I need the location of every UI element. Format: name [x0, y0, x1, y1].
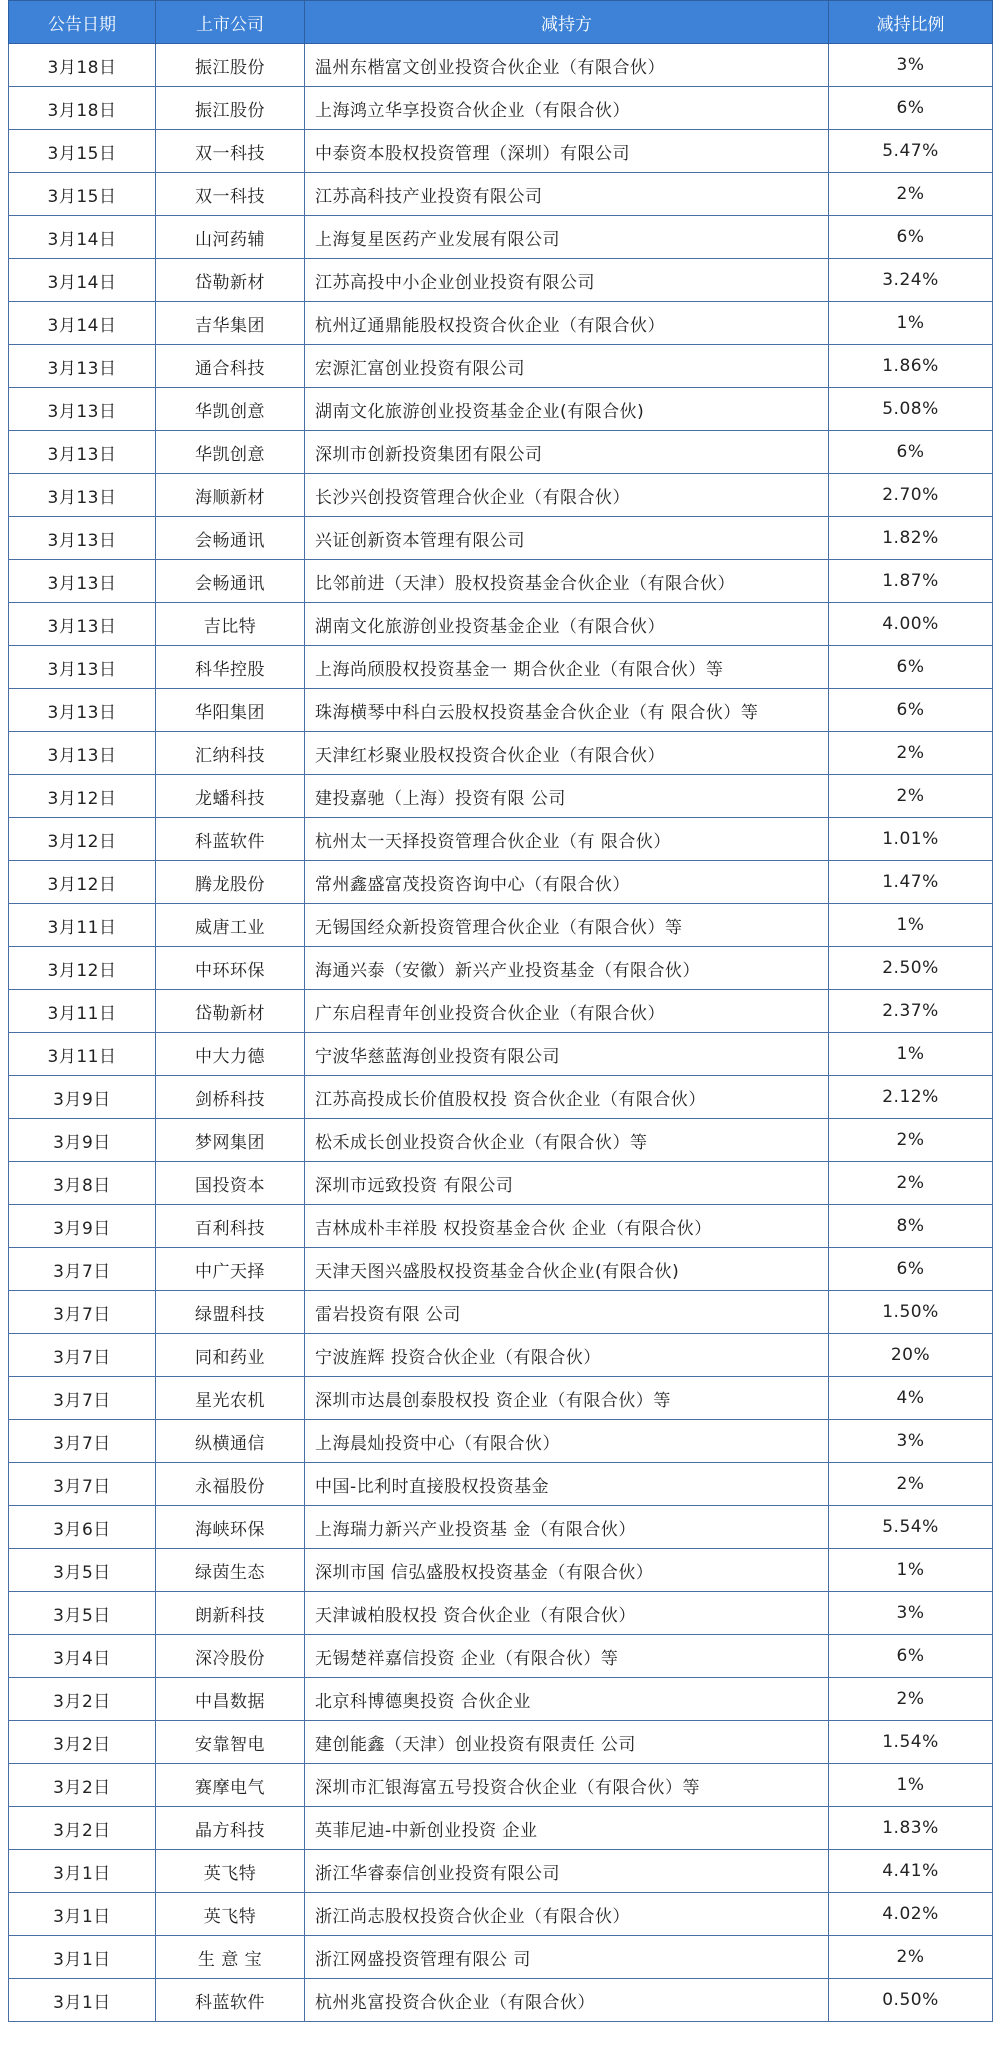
- reduction-ratio-cell: 2%: [829, 1162, 993, 1205]
- table-row: [9, 302, 993, 345]
- reducing-party-cell: 雷岩投资有限 公司: [305, 1291, 829, 1334]
- listed-company-cell: 剑桥科技: [156, 1076, 305, 1119]
- listed-company-cell: 华凯创意: [156, 431, 305, 474]
- reduction-ratio-cell: 5.54%: [829, 1506, 993, 1549]
- table-row: [9, 732, 993, 775]
- listed-company-cell: 国投资本: [156, 1162, 305, 1205]
- table-row: [9, 1592, 993, 1635]
- listed-company-cell: 振江股份: [156, 44, 305, 87]
- listed-company-cell: 科蓝软件: [156, 1979, 305, 2022]
- listed-company-cell: 双一科技: [156, 173, 305, 216]
- reduction-ratio-cell: 6%: [829, 1248, 993, 1291]
- announcement-date-cell: 3月1日: [9, 1936, 156, 1979]
- listed-company-cell: 中广天择: [156, 1248, 305, 1291]
- header-reduction-ratio: 减持比例: [829, 1, 993, 44]
- listed-company-cell: 振江股份: [156, 87, 305, 130]
- table-row: [9, 1979, 993, 2022]
- reducing-party-cell: 比邻前进（天津）股权投资基金合伙企业（有限合伙）: [305, 560, 829, 603]
- reduction-ratio-cell: 1.47%: [829, 861, 993, 904]
- reducing-party-cell: 江苏高投成长价值股权投 资合伙企业（有限合伙）: [305, 1076, 829, 1119]
- announcement-date-cell: 3月8日: [9, 1162, 156, 1205]
- reduction-ratio-cell: 1.50%: [829, 1291, 993, 1334]
- table-row: [9, 1764, 993, 1807]
- table-row: [9, 1506, 993, 1549]
- announcement-date-cell: 3月7日: [9, 1420, 156, 1463]
- reducing-party-cell: 珠海横琴中科白云股权投资基金合伙企业（有 限合伙）等: [305, 689, 829, 732]
- reduction-ratio-cell: 1.82%: [829, 517, 993, 560]
- listed-company-cell: 海峡环保: [156, 1506, 305, 1549]
- reduction-ratio-cell: 2%: [829, 732, 993, 775]
- listed-company-cell: 安靠智电: [156, 1721, 305, 1764]
- listed-company-cell: 永福股份: [156, 1463, 305, 1506]
- announcement-date-cell: 3月6日: [9, 1506, 156, 1549]
- announcement-date-cell: 3月9日: [9, 1205, 156, 1248]
- reducing-party-cell: 常州鑫盛富茂投资咨询中心（有限合伙）: [305, 861, 829, 904]
- reducing-party-cell: 浙江尚志股权投资合伙企业（有限合伙）: [305, 1893, 829, 1936]
- announcement-date-cell: 3月14日: [9, 216, 156, 259]
- announcement-date-cell: 3月13日: [9, 431, 156, 474]
- table-row: [9, 1635, 993, 1678]
- listed-company-cell: 威唐工业: [156, 904, 305, 947]
- reduction-ratio-cell: 2%: [829, 1936, 993, 1979]
- announcement-date-cell: 3月14日: [9, 259, 156, 302]
- listed-company-cell: 通合科技: [156, 345, 305, 388]
- reduction-ratio-cell: 1%: [829, 1764, 993, 1807]
- announcement-date-cell: 3月7日: [9, 1334, 156, 1377]
- reduction-ratio-cell: 1%: [829, 302, 993, 345]
- table-row: [9, 775, 993, 818]
- reduction-ratio-cell: 6%: [829, 1635, 993, 1678]
- reduction-ratio-cell: 2.70%: [829, 474, 993, 517]
- listed-company-cell: 岱勒新材: [156, 259, 305, 302]
- reduction-ratio-cell: 3%: [829, 1592, 993, 1635]
- reducing-party-cell: 建创能鑫（天津）创业投资有限责任 公司: [305, 1721, 829, 1764]
- table-row: [9, 560, 993, 603]
- reducing-party-cell: 上海瑞力新兴产业投资基 金（有限合伙）: [305, 1506, 829, 1549]
- reducing-party-cell: 天津红杉聚业股权投资合伙企业（有限合伙）: [305, 732, 829, 775]
- table-row: [9, 130, 993, 173]
- table-row: [9, 646, 993, 689]
- reduction-ratio-cell: 6%: [829, 689, 993, 732]
- reducing-party-cell: 天津天图兴盛股权投资基金合伙企业(有限合伙): [305, 1248, 829, 1291]
- reduction-ratio-cell: 1.86%: [829, 345, 993, 388]
- table-row: [9, 947, 993, 990]
- header-row: [9, 1, 993, 44]
- reducing-party-cell: 建投嘉驰（上海）投资有限 公司: [305, 775, 829, 818]
- reducing-party-cell: 中国-比利时直接股权投资基金: [305, 1463, 829, 1506]
- announcement-date-cell: 3月13日: [9, 345, 156, 388]
- announcement-date-cell: 3月1日: [9, 1850, 156, 1893]
- announcement-date-cell: 3月13日: [9, 732, 156, 775]
- table-row: [9, 1076, 993, 1119]
- table-row: [9, 87, 993, 130]
- reducing-party-cell: 湖南文化旅游创业投资基金企业（有限合伙）: [305, 603, 829, 646]
- announcement-date-cell: 3月11日: [9, 904, 156, 947]
- reduction-ratio-cell: 6%: [829, 87, 993, 130]
- reduction-ratio-cell: 8%: [829, 1205, 993, 1248]
- reducing-party-cell: 浙江网盛投资管理有限公 司: [305, 1936, 829, 1979]
- reduction-ratio-cell: 1%: [829, 904, 993, 947]
- reduction-ratio-cell: 6%: [829, 431, 993, 474]
- listed-company-cell: 华凯创意: [156, 388, 305, 431]
- reducing-party-cell: 广东启程青年创业投资合伙企业（有限合伙）: [305, 990, 829, 1033]
- listed-company-cell: 会畅通讯: [156, 560, 305, 603]
- announcement-date-cell: 3月1日: [9, 1893, 156, 1936]
- listed-company-cell: 绿盟科技: [156, 1291, 305, 1334]
- reduction-ratio-cell: 2%: [829, 1463, 993, 1506]
- listed-company-cell: 同和药业: [156, 1334, 305, 1377]
- announcement-date-cell: 3月12日: [9, 775, 156, 818]
- reduction-ratio-cell: 3%: [829, 1420, 993, 1463]
- announcement-date-cell: 3月5日: [9, 1549, 156, 1592]
- reducing-party-cell: 杭州辽通鼎能股权投资合伙企业（有限合伙）: [305, 302, 829, 345]
- reduction-ratio-cell: 2.37%: [829, 990, 993, 1033]
- reducing-party-cell: 长沙兴创投资管理合伙企业（有限合伙）: [305, 474, 829, 517]
- reducing-party-cell: 深圳市国 信弘盛股权投资基金（有限合伙）: [305, 1549, 829, 1592]
- reduction-ratio-cell: 6%: [829, 646, 993, 689]
- table-row: [9, 603, 993, 646]
- header-reducing-party: 减持方: [305, 1, 829, 44]
- reduction-ratio-cell: 5.08%: [829, 388, 993, 431]
- reduction-ratio-cell: 2%: [829, 173, 993, 216]
- reducing-party-cell: 深圳市汇银海富五号投资合伙企业（有限合伙）等: [305, 1764, 829, 1807]
- reduction-ratio-cell: 2.50%: [829, 947, 993, 990]
- table-header: [9, 1, 993, 44]
- reduction-ratio-cell: 0.50%: [829, 1979, 993, 2022]
- reduction-ratio-cell: 4.00%: [829, 603, 993, 646]
- table-row: [9, 44, 993, 87]
- announcement-date-cell: 3月18日: [9, 87, 156, 130]
- reduction-ratio-cell: 1.01%: [829, 818, 993, 861]
- announcement-date-cell: 3月13日: [9, 474, 156, 517]
- table-row: [9, 689, 993, 732]
- reducing-party-cell: 江苏高科技产业投资有限公司: [305, 173, 829, 216]
- table-row: [9, 474, 993, 517]
- announcement-date-cell: 3月13日: [9, 646, 156, 689]
- announcement-date-cell: 3月11日: [9, 990, 156, 1033]
- listed-company-cell: 百利科技: [156, 1205, 305, 1248]
- announcement-date-cell: 3月13日: [9, 689, 156, 732]
- listed-company-cell: 海顺新材: [156, 474, 305, 517]
- reducing-party-cell: 杭州兆富投资合伙企业（有限合伙）: [305, 1979, 829, 2022]
- announcement-date-cell: 3月2日: [9, 1721, 156, 1764]
- listed-company-cell: 科华控股: [156, 646, 305, 689]
- reducing-party-cell: 深圳市创新投资集团有限公司: [305, 431, 829, 474]
- listed-company-cell: 中大力德: [156, 1033, 305, 1076]
- table-row: [9, 1850, 993, 1893]
- announcement-date-cell: 3月7日: [9, 1248, 156, 1291]
- table-row: [9, 1248, 993, 1291]
- reduction-ratio-cell: 2%: [829, 1678, 993, 1721]
- table-body: [9, 44, 993, 2022]
- table-row: [9, 990, 993, 1033]
- listed-company-cell: 会畅通讯: [156, 517, 305, 560]
- reduction-ratio-cell: 3.24%: [829, 259, 993, 302]
- listed-company-cell: 绿茵生态: [156, 1549, 305, 1592]
- announcement-date-cell: 3月2日: [9, 1807, 156, 1850]
- table-row: [9, 1033, 993, 1076]
- reducing-party-cell: 中泰资本股权投资管理（深圳）有限公司: [305, 130, 829, 173]
- reducing-party-cell: 宁波旌辉 投资合伙企业（有限合伙）: [305, 1334, 829, 1377]
- announcement-date-cell: 3月11日: [9, 1033, 156, 1076]
- listed-company-cell: 英飞特: [156, 1893, 305, 1936]
- table-row: [9, 431, 993, 474]
- reducing-party-cell: 无锡国经众新投资管理合伙企业（有限合伙）等: [305, 904, 829, 947]
- table-row: [9, 1721, 993, 1764]
- reducing-party-cell: 吉林成朴丰祥股 权投资基金合伙 企业（有限合伙）: [305, 1205, 829, 1248]
- reducing-party-cell: 上海尚颀股权投资基金一 期合伙企业（有限合伙）等: [305, 646, 829, 689]
- reduction-ratio-cell: 3%: [829, 44, 993, 87]
- table-row: [9, 517, 993, 560]
- reducing-party-cell: 上海复星医药产业发展有限公司: [305, 216, 829, 259]
- announcement-date-cell: 3月15日: [9, 173, 156, 216]
- reduction-ratio-cell: 2%: [829, 1119, 993, 1162]
- reduction-ratio-cell: 1%: [829, 1549, 993, 1592]
- reducing-party-cell: 宏源汇富创业投资有限公司: [305, 345, 829, 388]
- reducing-party-cell: 深圳市达晨创泰股权投 资企业（有限合伙）等: [305, 1377, 829, 1420]
- listed-company-cell: 星光农机: [156, 1377, 305, 1420]
- table-row: [9, 1807, 993, 1850]
- table-row: [9, 1549, 993, 1592]
- announcement-date-cell: 3月1日: [9, 1979, 156, 2022]
- announcement-date-cell: 3月5日: [9, 1592, 156, 1635]
- listed-company-cell: 英飞特: [156, 1850, 305, 1893]
- reducing-party-cell: 海通兴泰（安徽）新兴产业投资基金（有限合伙）: [305, 947, 829, 990]
- table-row: [9, 904, 993, 947]
- announcement-date-cell: 3月7日: [9, 1377, 156, 1420]
- announcement-date-cell: 3月9日: [9, 1076, 156, 1119]
- listed-company-cell: 科蓝软件: [156, 818, 305, 861]
- reducing-party-cell: 深圳市远致投资 有限公司: [305, 1162, 829, 1205]
- announcement-date-cell: 3月4日: [9, 1635, 156, 1678]
- announcement-date-cell: 3月18日: [9, 44, 156, 87]
- table-row: [9, 1893, 993, 1936]
- listed-company-cell: 中环环保: [156, 947, 305, 990]
- reduction-ratio-cell: 2%: [829, 775, 993, 818]
- announcement-date-cell: 3月7日: [9, 1463, 156, 1506]
- announcement-date-cell: 3月12日: [9, 861, 156, 904]
- reduction-table-container: [8, 0, 992, 2022]
- reduction-ratio-cell: 2.12%: [829, 1076, 993, 1119]
- reduction-ratio-cell: 4.41%: [829, 1850, 993, 1893]
- reducing-party-cell: 无锡楚祥嘉信投资 企业（有限合伙）等: [305, 1635, 829, 1678]
- table-row: [9, 1420, 993, 1463]
- reduction-ratio-cell: 6%: [829, 216, 993, 259]
- table-row: [9, 345, 993, 388]
- reducing-party-cell: 天津诚柏股权投 资合伙企业（有限合伙）: [305, 1592, 829, 1635]
- reducing-party-cell: 杭州太一天择投资管理合伙企业（有 限合伙）: [305, 818, 829, 861]
- listed-company-cell: 吉华集团: [156, 302, 305, 345]
- table-row: [9, 259, 993, 302]
- reduction-ratio-cell: 1.54%: [829, 1721, 993, 1764]
- listed-company-cell: 中昌数据: [156, 1678, 305, 1721]
- table-row: [9, 1334, 993, 1377]
- reduction-ratio-cell: 20%: [829, 1334, 993, 1377]
- listed-company-cell: 赛摩电气: [156, 1764, 305, 1807]
- announcement-date-cell: 3月12日: [9, 818, 156, 861]
- reduction-ratio-cell: 1%: [829, 1033, 993, 1076]
- reduction-ratio-cell: 1.87%: [829, 560, 993, 603]
- listed-company-cell: 汇纳科技: [156, 732, 305, 775]
- table-row: [9, 1291, 993, 1334]
- announcement-date-cell: 3月12日: [9, 947, 156, 990]
- listed-company-cell: 朗新科技: [156, 1592, 305, 1635]
- listed-company-cell: 生 意 宝: [156, 1936, 305, 1979]
- table-row: [9, 1119, 993, 1162]
- reducing-party-cell: 英菲尼迪-中新创业投资 企业: [305, 1807, 829, 1850]
- announcement-date-cell: 3月13日: [9, 560, 156, 603]
- shareholding-reduction-table: [8, 0, 993, 2022]
- reduction-ratio-cell: 4%: [829, 1377, 993, 1420]
- reducing-party-cell: 湖南文化旅游创业投资基金企业(有限合伙): [305, 388, 829, 431]
- listed-company-cell: 腾龙股份: [156, 861, 305, 904]
- listed-company-cell: 岱勒新材: [156, 990, 305, 1033]
- listed-company-cell: 龙蟠科技: [156, 775, 305, 818]
- table-row: [9, 1463, 993, 1506]
- listed-company-cell: 华阳集团: [156, 689, 305, 732]
- header-listed-company: 上市公司: [156, 1, 305, 44]
- announcement-date-cell: 3月15日: [9, 130, 156, 173]
- header-announcement-date: 公告日期: [9, 1, 156, 44]
- announcement-date-cell: 3月7日: [9, 1291, 156, 1334]
- table-row: [9, 216, 993, 259]
- listed-company-cell: 深冷股份: [156, 1635, 305, 1678]
- table-row: [9, 1936, 993, 1979]
- reduction-ratio-cell: 1.83%: [829, 1807, 993, 1850]
- announcement-date-cell: 3月2日: [9, 1764, 156, 1807]
- announcement-date-cell: 3月13日: [9, 603, 156, 646]
- reducing-party-cell: 北京科博德奥投资 合伙企业: [305, 1678, 829, 1721]
- table-row: [9, 388, 993, 431]
- listed-company-cell: 双一科技: [156, 130, 305, 173]
- reduction-ratio-cell: 4.02%: [829, 1893, 993, 1936]
- reducing-party-cell: 上海鸿立华享投资合伙企业（有限合伙）: [305, 87, 829, 130]
- table-row: [9, 1377, 993, 1420]
- reducing-party-cell: 上海晨灿投资中心（有限合伙）: [305, 1420, 829, 1463]
- listed-company-cell: 晶方科技: [156, 1807, 305, 1850]
- table-row: [9, 1162, 993, 1205]
- listed-company-cell: 吉比特: [156, 603, 305, 646]
- announcement-date-cell: 3月14日: [9, 302, 156, 345]
- table-row: [9, 1205, 993, 1248]
- table-row: [9, 861, 993, 904]
- announcement-date-cell: 3月2日: [9, 1678, 156, 1721]
- listed-company-cell: 纵横通信: [156, 1420, 305, 1463]
- reducing-party-cell: 宁波华慈蓝海创业投资有限公司: [305, 1033, 829, 1076]
- listed-company-cell: 梦网集团: [156, 1119, 305, 1162]
- reducing-party-cell: 浙江华睿泰信创业投资有限公司: [305, 1850, 829, 1893]
- listed-company-cell: 山河药辅: [156, 216, 305, 259]
- table-row: [9, 1678, 993, 1721]
- announcement-date-cell: 3月13日: [9, 517, 156, 560]
- reducing-party-cell: 江苏高投中小企业创业投资有限公司: [305, 259, 829, 302]
- reducing-party-cell: 兴证创新资本管理有限公司: [305, 517, 829, 560]
- announcement-date-cell: 3月13日: [9, 388, 156, 431]
- reduction-ratio-cell: 5.47%: [829, 130, 993, 173]
- reducing-party-cell: 温州东楷富文创业投资合伙企业（有限合伙）: [305, 44, 829, 87]
- announcement-date-cell: 3月9日: [9, 1119, 156, 1162]
- reducing-party-cell: 松禾成长创业投资合伙企业（有限合伙）等: [305, 1119, 829, 1162]
- table-row: [9, 173, 993, 216]
- table-row: [9, 818, 993, 861]
